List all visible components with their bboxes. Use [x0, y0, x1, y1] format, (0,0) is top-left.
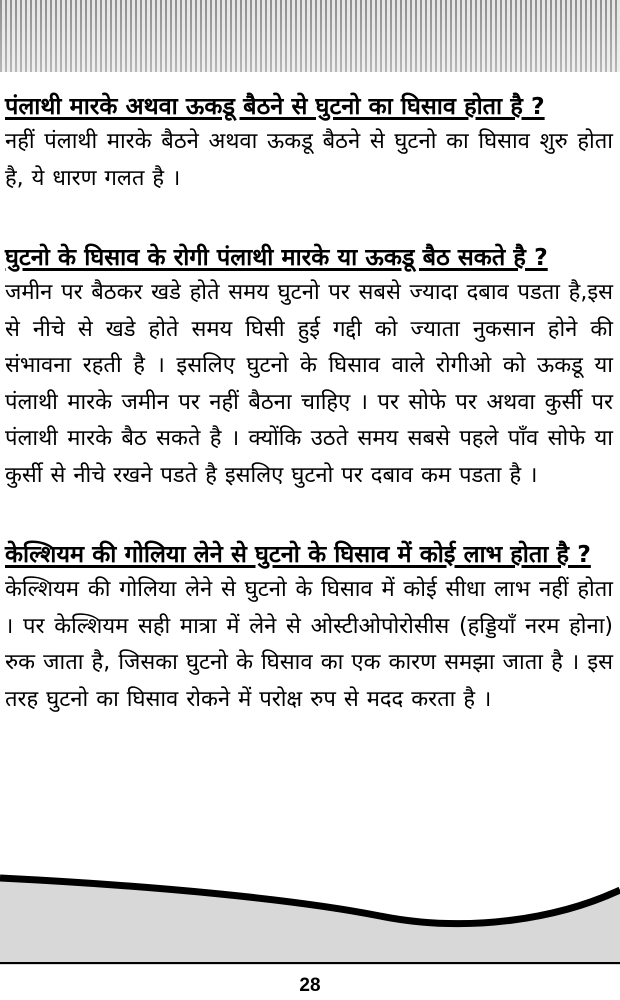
footer-wave-decoration — [0, 862, 620, 965]
qa-section-3 — [5, 536, 613, 718]
page-content — [5, 88, 613, 718]
question-heading: पंलाथी मारके अथवा ऊकडू बैठने से घुटनो का घिसाव होता है ? — [5, 92, 545, 120]
qa-section-2 — [5, 239, 613, 494]
answer-paragraph: जमीन पर बैठकर खडे होते समय घुटनो पर सबसे ज्यादा दबाव पडता है,इस से नीचे से खडे होते समय घिसी हुई गद्दी को ज्याता नुकसान होने की संभावना रहती है । इसलिए घुटनो के घिसाव वाले रोगीओ को ऊकडू या पंलाथी मारके जमीन पर नहीं बैठना चाहिए । पर सोफे पर अथवा कुर्सी पर पंलाथी मारके बैठ सकते है । क्योंकि उठते समय सबसे पहले पाँव सोफे या कुर्सी से नीचे रखने पडते है इसलिए घुटनो पर दबाव कम पडता है । — [5, 280, 613, 488]
question-heading: घुटनो के घिसाव के रोगी पंलाथी मारके या ऊकडू बैठ सकते है ? — [5, 243, 548, 271]
top-decorative-band — [0, 0, 620, 72]
answer-paragraph: केल्शियम की गोलिया लेने से घुटनो के घिसाव में कोई सीधा लाभ नहीं होता । पर केल्शियम सही मात्रा में लेने से ओस्टीओपोरोसीस (हड्डियाँ नरम होना) रुक जाता है, जिसका घुटनो के घिसाव का एक कारण समझा जाता है । इस तरह घुटनो का घिसाव रोकने में परोक्ष रुप से मदद करता है । — [5, 577, 613, 712]
question-heading: केल्शियम की गोलिया लेने से घुटनो के घिसाव में कोई लाभ होता है ? — [5, 540, 591, 568]
qa-section-1 — [5, 88, 613, 197]
page-number: 28 — [299, 975, 321, 996]
answer-paragraph: नहीं पंलाथी मारके बैठने अथवा ऊकडू बैठने से घुटनो का घिसाव शुरु होता है, ये धारण गलत है । — [5, 129, 613, 191]
